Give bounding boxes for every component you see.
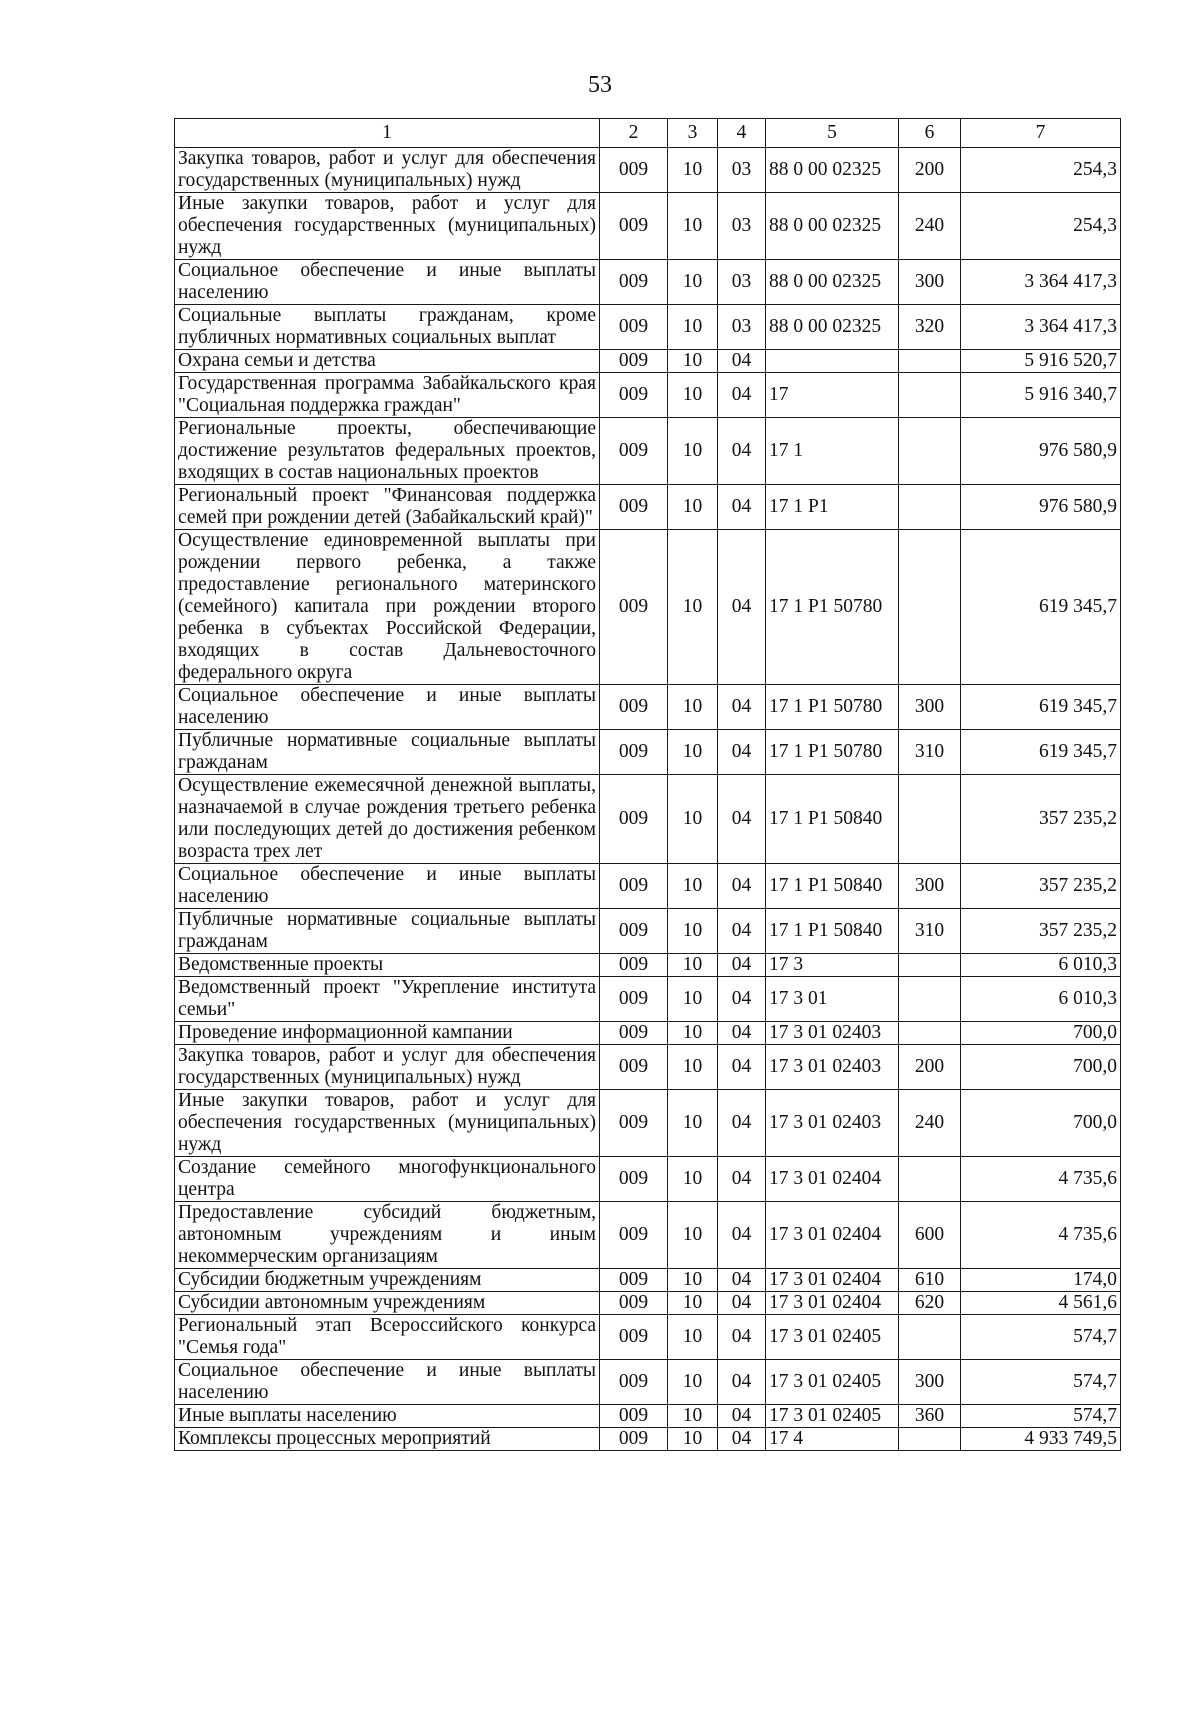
page-number: 53 [588, 72, 612, 98]
subsection-code-cell: 04 [718, 1360, 766, 1405]
expense-name-cell: Создание семейного многофункционального центра [175, 1157, 600, 1202]
amount-cell: 976 580,9 [961, 418, 1121, 485]
subsection-code-cell: 04 [718, 909, 766, 954]
expense-type-cell: 310 [899, 909, 961, 954]
expense-name-cell: Предоставление субсидий бюджетным, автономным учреждениям и иным некоммерческим организациям [175, 1202, 600, 1269]
amount-cell: 357 235,2 [961, 775, 1121, 864]
column-header-6: 6 [899, 119, 961, 148]
target-article-cell: 17 3 01 02404 [766, 1157, 899, 1202]
grbs-code-cell: 009 [600, 775, 668, 864]
expense-name-cell: Проведение информационной кампании [175, 1022, 600, 1045]
section-code-cell: 10 [668, 1292, 718, 1315]
expense-name-cell: Охрана семьи и детства [175, 350, 600, 373]
target-article-cell: 17 [766, 373, 899, 418]
column-header-1: 1 [175, 119, 600, 148]
expense-name-cell: Государственная программа Забайкальского края "Социальная поддержка граждан" [175, 373, 600, 418]
expense-type-cell: 240 [899, 193, 961, 260]
grbs-code-cell: 009 [600, 530, 668, 685]
table-row [175, 775, 1121, 864]
expense-name-cell: Иные закупки товаров, работ и услуг для обеспечения государственных (муниципальных) нужд [175, 193, 600, 260]
section-code-cell: 10 [668, 530, 718, 685]
expense-type-cell [899, 1157, 961, 1202]
expense-name-cell: Социальное обеспечение и иные выплаты населению [175, 685, 600, 730]
amount-cell: 574,7 [961, 1315, 1121, 1360]
subsection-code-cell: 04 [718, 864, 766, 909]
amount-cell: 4 735,6 [961, 1202, 1121, 1269]
grbs-code-cell: 009 [600, 685, 668, 730]
expense-name-cell: Комплексы процессных мероприятий [175, 1428, 600, 1451]
amount-cell: 357 235,2 [961, 864, 1121, 909]
target-article-cell: 17 1 P1 [766, 485, 899, 530]
budget-table [174, 118, 1121, 1451]
subsection-code-cell: 03 [718, 305, 766, 350]
amount-cell: 619 345,7 [961, 685, 1121, 730]
subsection-code-cell: 03 [718, 260, 766, 305]
section-code-cell: 10 [668, 775, 718, 864]
subsection-code-cell: 03 [718, 193, 766, 260]
subsection-code-cell: 04 [718, 977, 766, 1022]
expense-type-cell [899, 530, 961, 685]
amount-cell: 6 010,3 [961, 954, 1121, 977]
expense-name-cell: Социальное обеспечение и иные выплаты населению [175, 1360, 600, 1405]
table-row [175, 1045, 1121, 1090]
section-code-cell: 10 [668, 1022, 718, 1045]
expense-type-cell [899, 977, 961, 1022]
target-article-cell: 17 1 P1 50780 [766, 685, 899, 730]
amount-cell: 174,0 [961, 1269, 1121, 1292]
expense-type-cell: 320 [899, 305, 961, 350]
amount-cell: 574,7 [961, 1360, 1121, 1405]
subsection-code-cell: 03 [718, 148, 766, 193]
amount-cell: 5 916 520,7 [961, 350, 1121, 373]
expense-type-cell [899, 954, 961, 977]
section-code-cell: 10 [668, 350, 718, 373]
grbs-code-cell: 009 [600, 1045, 668, 1090]
expense-name-cell: Ведомственные проекты [175, 954, 600, 977]
table-body [175, 148, 1121, 1451]
amount-cell: 619 345,7 [961, 730, 1121, 775]
table-row [175, 730, 1121, 775]
column-header-7: 7 [961, 119, 1121, 148]
expense-name-cell: Осуществление ежемесячной денежной выплаты, назначаемой в случае рождения третьего ребенка или последующих детей до достижения ребенком возраста трех лет [175, 775, 600, 864]
table-row [175, 530, 1121, 685]
subsection-code-cell: 04 [718, 1202, 766, 1269]
target-article-cell: 17 1 P1 50780 [766, 730, 899, 775]
subsection-code-cell: 04 [718, 350, 766, 373]
section-code-cell: 10 [668, 1405, 718, 1428]
amount-cell: 254,3 [961, 193, 1121, 260]
grbs-code-cell: 009 [600, 1090, 668, 1157]
table-row [175, 193, 1121, 260]
subsection-code-cell: 04 [718, 485, 766, 530]
column-header-2: 2 [600, 119, 668, 148]
column-header-4: 4 [718, 119, 766, 148]
expense-type-cell: 620 [899, 1292, 961, 1315]
amount-cell: 700,0 [961, 1022, 1121, 1045]
subsection-code-cell: 04 [718, 1315, 766, 1360]
target-article-cell: 17 1 [766, 418, 899, 485]
subsection-code-cell: 04 [718, 1090, 766, 1157]
target-article-cell: 88 0 00 02325 [766, 148, 899, 193]
expense-name-cell: Иные закупки товаров, работ и услуг для обеспечения государственных (муниципальных) нужд [175, 1090, 600, 1157]
section-code-cell: 10 [668, 1090, 718, 1157]
table-row [175, 1269, 1121, 1292]
amount-cell: 4 561,6 [961, 1292, 1121, 1315]
section-code-cell: 10 [668, 954, 718, 977]
expense-name-cell: Осуществление единовременной выплаты при рождении первого ребенка, а также предоставление регионального материнского (семейного) капитала при рождении второго ребенка в субъектах Российской Федерации, входящих в состав Дальневосточного федерального округа [175, 530, 600, 685]
grbs-code-cell: 009 [600, 418, 668, 485]
target-article-cell: 17 3 01 [766, 977, 899, 1022]
grbs-code-cell: 009 [600, 305, 668, 350]
section-code-cell: 10 [668, 260, 718, 305]
expense-name-cell: Социальные выплаты гражданам, кроме публичных нормативных социальных выплат [175, 305, 600, 350]
grbs-code-cell: 009 [600, 909, 668, 954]
expense-type-cell: 300 [899, 1360, 961, 1405]
section-code-cell: 10 [668, 977, 718, 1022]
grbs-code-cell: 009 [600, 730, 668, 775]
section-code-cell: 10 [668, 193, 718, 260]
section-code-cell: 10 [668, 864, 718, 909]
amount-cell: 976 580,9 [961, 485, 1121, 530]
expense-type-cell: 200 [899, 1045, 961, 1090]
column-header-3: 3 [668, 119, 718, 148]
expense-name-cell: Иные выплаты населению [175, 1405, 600, 1428]
amount-cell: 254,3 [961, 148, 1121, 193]
target-article-cell: 17 3 01 02403 [766, 1045, 899, 1090]
subsection-code-cell: 04 [718, 1157, 766, 1202]
table-row [175, 1292, 1121, 1315]
expense-name-cell: Региональный этап Всероссийского конкурса "Семья года" [175, 1315, 600, 1360]
section-code-cell: 10 [668, 373, 718, 418]
amount-cell: 700,0 [961, 1090, 1121, 1157]
expense-name-cell: Ведомственный проект "Укрепление института семьи" [175, 977, 600, 1022]
table-row [175, 1157, 1121, 1202]
table-row [175, 148, 1121, 193]
expense-type-cell: 300 [899, 260, 961, 305]
subsection-code-cell: 04 [718, 418, 766, 485]
expense-type-cell [899, 350, 961, 373]
expense-type-cell [899, 485, 961, 530]
section-code-cell: 10 [668, 1045, 718, 1090]
grbs-code-cell: 009 [600, 350, 668, 373]
table-row [175, 485, 1121, 530]
target-article-cell: 17 1 P1 50840 [766, 775, 899, 864]
target-article-cell: 88 0 00 02325 [766, 260, 899, 305]
grbs-code-cell: 009 [600, 1292, 668, 1315]
table-row [175, 1202, 1121, 1269]
expense-name-cell: Публичные нормативные социальные выплаты гражданам [175, 909, 600, 954]
expense-type-cell [899, 1022, 961, 1045]
grbs-code-cell: 009 [600, 1022, 668, 1045]
grbs-code-cell: 009 [600, 1157, 668, 1202]
section-code-cell: 10 [668, 685, 718, 730]
section-code-cell: 10 [668, 305, 718, 350]
grbs-code-cell: 009 [600, 1315, 668, 1360]
target-article-cell: 17 4 [766, 1428, 899, 1451]
target-article-cell: 88 0 00 02325 [766, 305, 899, 350]
section-code-cell: 10 [668, 1269, 718, 1292]
grbs-code-cell: 009 [600, 977, 668, 1022]
expense-type-cell: 300 [899, 685, 961, 730]
subsection-code-cell: 04 [718, 1292, 766, 1315]
grbs-code-cell: 009 [600, 148, 668, 193]
grbs-code-cell: 009 [600, 954, 668, 977]
expense-type-cell: 600 [899, 1202, 961, 1269]
expense-name-cell: Публичные нормативные социальные выплаты гражданам [175, 730, 600, 775]
column-header-5: 5 [766, 119, 899, 148]
table-row [175, 1405, 1121, 1428]
amount-cell: 6 010,3 [961, 977, 1121, 1022]
amount-cell: 4 735,6 [961, 1157, 1121, 1202]
expense-type-cell: 360 [899, 1405, 961, 1428]
amount-cell: 619 345,7 [961, 530, 1121, 685]
expense-type-cell: 310 [899, 730, 961, 775]
section-code-cell: 10 [668, 1315, 718, 1360]
table-row [175, 1090, 1121, 1157]
table-header [175, 119, 1121, 148]
expense-name-cell: Закупка товаров, работ и услуг для обеспечения государственных (муниципальных) нужд [175, 148, 600, 193]
expense-type-cell: 300 [899, 864, 961, 909]
table-row [175, 305, 1121, 350]
target-article-cell: 17 3 01 02405 [766, 1315, 899, 1360]
table-row [175, 909, 1121, 954]
section-code-cell: 10 [668, 1360, 718, 1405]
target-article-cell: 17 1 P1 50840 [766, 909, 899, 954]
table-row [175, 1360, 1121, 1405]
amount-cell: 4 933 749,5 [961, 1428, 1121, 1451]
amount-cell: 357 235,2 [961, 909, 1121, 954]
subsection-code-cell: 04 [718, 1405, 766, 1428]
subsection-code-cell: 04 [718, 730, 766, 775]
target-article-cell: 17 3 [766, 954, 899, 977]
subsection-code-cell: 04 [718, 775, 766, 864]
expense-type-cell [899, 775, 961, 864]
table-row [175, 685, 1121, 730]
amount-cell: 3 364 417,3 [961, 260, 1121, 305]
table-row [175, 418, 1121, 485]
expense-type-cell [899, 373, 961, 418]
grbs-code-cell: 009 [600, 1428, 668, 1451]
grbs-code-cell: 009 [600, 1202, 668, 1269]
table-row [175, 977, 1121, 1022]
expense-type-cell: 610 [899, 1269, 961, 1292]
expense-type-cell: 200 [899, 148, 961, 193]
section-code-cell: 10 [668, 418, 718, 485]
section-code-cell: 10 [668, 730, 718, 775]
amount-cell: 5 916 340,7 [961, 373, 1121, 418]
grbs-code-cell: 009 [600, 193, 668, 260]
target-article-cell: 88 0 00 02325 [766, 193, 899, 260]
grbs-code-cell: 009 [600, 1405, 668, 1428]
table-row [175, 260, 1121, 305]
target-article-cell: 17 1 P1 50780 [766, 530, 899, 685]
expense-name-cell: Субсидии бюджетным учреждениям [175, 1269, 600, 1292]
grbs-code-cell: 009 [600, 485, 668, 530]
target-article-cell: 17 3 01 02405 [766, 1360, 899, 1405]
target-article-cell: 17 3 01 02403 [766, 1022, 899, 1045]
target-article-cell: 17 3 01 02404 [766, 1292, 899, 1315]
section-code-cell: 10 [668, 909, 718, 954]
expense-name-cell: Социальное обеспечение и иные выплаты населению [175, 260, 600, 305]
target-article-cell: 17 3 01 02403 [766, 1090, 899, 1157]
expense-type-cell: 240 [899, 1090, 961, 1157]
expense-name-cell: Субсидии автономным учреждениям [175, 1292, 600, 1315]
grbs-code-cell: 009 [600, 864, 668, 909]
subsection-code-cell: 04 [718, 373, 766, 418]
subsection-code-cell: 04 [718, 530, 766, 685]
grbs-code-cell: 009 [600, 1360, 668, 1405]
expense-type-cell [899, 1428, 961, 1451]
subsection-code-cell: 04 [718, 685, 766, 730]
section-code-cell: 10 [668, 148, 718, 193]
target-article-cell: 17 3 01 02405 [766, 1405, 899, 1428]
table-row [175, 864, 1121, 909]
expense-name-cell: Закупка товаров, работ и услуг для обеспечения государственных (муниципальных) нужд [175, 1045, 600, 1090]
subsection-code-cell: 04 [718, 1022, 766, 1045]
expense-type-cell [899, 418, 961, 485]
table-row [175, 1428, 1121, 1451]
expense-name-cell: Социальное обеспечение и иные выплаты населению [175, 864, 600, 909]
subsection-code-cell: 04 [718, 1269, 766, 1292]
target-article-cell: 17 3 01 02404 [766, 1269, 899, 1292]
subsection-code-cell: 04 [718, 954, 766, 977]
table-row [175, 954, 1121, 977]
header-row [175, 119, 1121, 148]
expense-name-cell: Региональный проект "Финансовая поддержка семей при рождении детей (Забайкальский край)" [175, 485, 600, 530]
subsection-code-cell: 04 [718, 1045, 766, 1090]
amount-cell: 3 364 417,3 [961, 305, 1121, 350]
target-article-cell [766, 350, 899, 373]
section-code-cell: 10 [668, 485, 718, 530]
section-code-cell: 10 [668, 1157, 718, 1202]
grbs-code-cell: 009 [600, 373, 668, 418]
table-row [175, 373, 1121, 418]
grbs-code-cell: 009 [600, 260, 668, 305]
amount-cell: 574,7 [961, 1405, 1121, 1428]
table-row [175, 1315, 1121, 1360]
amount-cell: 700,0 [961, 1045, 1121, 1090]
table-row [175, 350, 1121, 373]
subsection-code-cell: 04 [718, 1428, 766, 1451]
section-code-cell: 10 [668, 1428, 718, 1451]
target-article-cell: 17 3 01 02404 [766, 1202, 899, 1269]
expense-type-cell [899, 1315, 961, 1360]
section-code-cell: 10 [668, 1202, 718, 1269]
grbs-code-cell: 009 [600, 1269, 668, 1292]
expense-name-cell: Региональные проекты, обеспечивающие достижение результатов федеральных проектов, входящих в состав национальных проектов [175, 418, 600, 485]
target-article-cell: 17 1 P1 50840 [766, 864, 899, 909]
table-row [175, 1022, 1121, 1045]
